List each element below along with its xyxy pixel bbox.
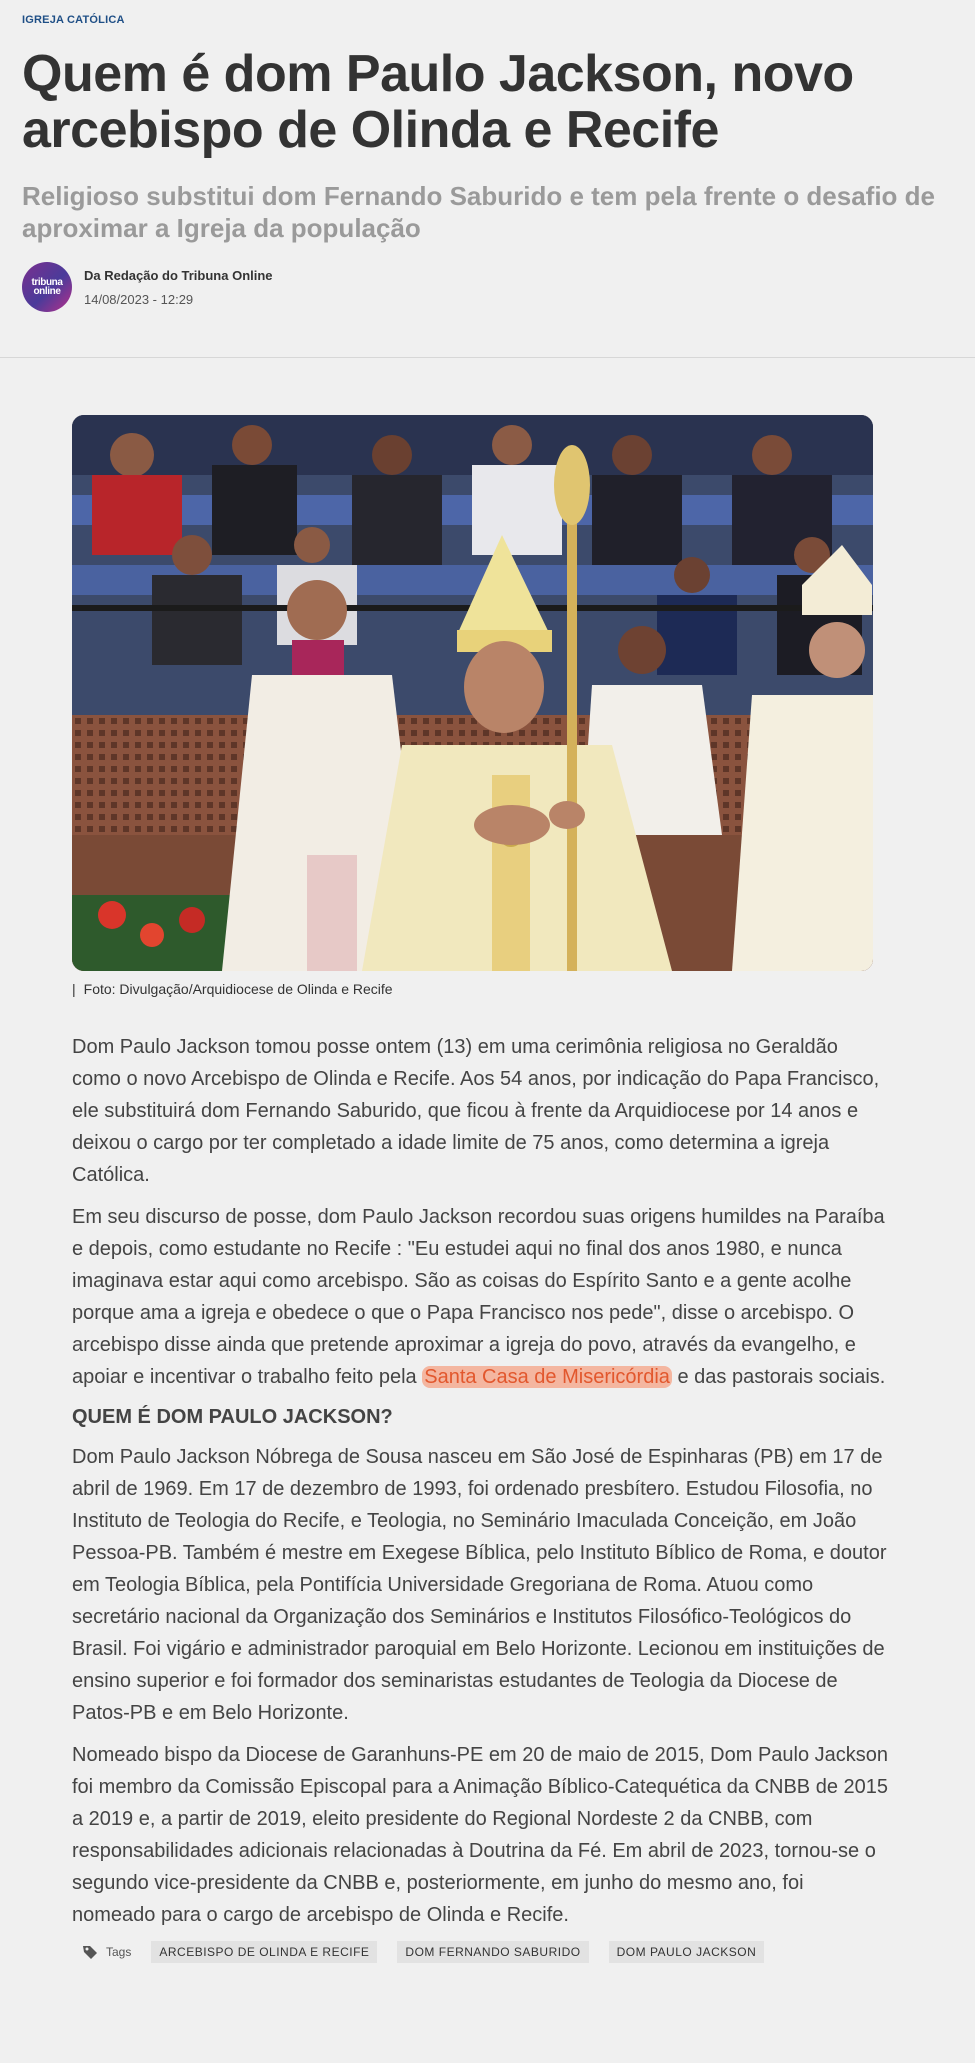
paragraph-3: Dom Paulo Jackson Nóbrega de Sousa nasceu em São José de Espinharas (PB) em 17 de abril de 1969. Em 17 de dezembro de 1993, foi ordenado presbítero. Estudou Filosofia, no Instituto de Teologia do Recife, e Teologia, no Seminário Imaculada Conceição, em João Pessoa-PB. Também é mestre em Exegese Bíblica, pelo Instituto Bíblico de Roma, e doutor em Teologia Bíblica, pela Pontifícia Universidade Gregoriana de Roma. Atuou como secretário nacional da Organização dos Seminários e Institutos Filosófico-Teológicos do Brasil. Foi vigário e administrador paroquial em Belo Horizonte. Lecionou em instituições de ensino superior e foi formador dos seminaristas estudantes de Teologia da Diocese de Patos-PB e em Belo Horizonte. <box>72 1446 887 1724</box>
category-link[interactable]: IGREJA CATÓLICA <box>22 14 125 26</box>
caption-text: Foto: Divulgação/Arquidiocese de Olinda e Recife <box>83 981 393 997</box>
paragraph-1: Dom Paulo Jackson tomou posse ontem (13) em uma cerimônia religiosa no Geraldão como o novo Arcebispo de Olinda e Recife. Aos 54 anos, por indicação do Papa Francisco, ele substituirá dom Fernando Saburido, que ficou à frente da Arquidiocese por 14 anos e deixou o cargo por ter completado a idade limite de 75 anos, como determina a igreja Católica. <box>72 1036 880 1186</box>
tags-label: Tags <box>106 1945 132 1959</box>
section-heading: QUEM É DOM PAULO JACKSON? <box>72 1406 393 1428</box>
author-name: Da Redação do Tribuna Online <box>84 267 273 283</box>
article-content <box>0 415 975 1963</box>
logo-text-top: tribuna <box>31 277 63 288</box>
paragraph-2 <box>72 1201 892 1393</box>
publish-date: 14/08/2023 - 12:29 <box>84 291 194 307</box>
ceremony-photo-illustration <box>72 415 873 971</box>
paragraph-2-text-before: Em seu discurso de posse, dom Paulo Jackson recordou suas origens humildes na Paraíba e depois, como estudante no Recife : "Eu estudei aqui no final dos anos 1980, e nunca imaginava estar aqui como arcebispo. São as coisas do Espírito Santo e a gente acolhe porque ama a igreja e obedece o que o Papa Francisco nos pede", disse o arcebispo. O arcebispo disse ainda que pretende aproximar a igreja do povo, através da evangelho, e apoiar e incentivar o trabalho feito pela <box>72 1206 885 1388</box>
santa-casa-link[interactable]: Santa Casa de Misericórdia <box>424 1366 670 1388</box>
logo-text-bottom: online <box>33 286 61 297</box>
tags-bar <box>72 1941 903 1963</box>
article-body <box>72 1031 892 1931</box>
article-photo <box>72 415 873 971</box>
byline <box>22 262 953 312</box>
article-header <box>0 0 975 358</box>
tag-icon <box>82 1944 98 1960</box>
paragraph-2-text-after: e das pastorais sociais. <box>671 1366 886 1388</box>
caption-bar: | <box>72 981 76 997</box>
page-subtitle: Religioso substitui dom Fernando Saburido e tem pela frente o desafio de aproximar a Igreja da população <box>22 181 936 243</box>
publisher-logo <box>22 262 72 312</box>
paragraph-4: Nomeado bispo da Diocese de Garanhuns-PE em 20 de maio de 2015, Dom Paulo Jackson foi membro da Comissão Episcopal para a Animação Bíblico-Catequética da CNBB de 2015 a 2019 e, a partir de 2019, eleito presidente do Regional Nordeste 2 da CNBB, com responsabilidades adicionais relacionadas à Doutrina da Fé. Em abril de 2023, tornou-se o segundo vice-presidente da CNBB e, posteriormente, em junho do mesmo ano, foi nomeado para o cargo de arcebispo de Olinda e Recife. <box>72 1744 889 1926</box>
tag-arcebispo-olinda-recife[interactable]: ARCEBISPO DE OLINDA E RECIFE <box>151 1941 377 1963</box>
tag-dom-paulo-jackson[interactable]: DOM PAULO JACKSON <box>609 1941 765 1963</box>
page-title: Quem é dom Paulo Jackson, novo arcebispo de Olinda e Recife <box>22 45 854 159</box>
photo-caption <box>72 981 903 997</box>
tag-dom-fernando-saburido[interactable]: DOM FERNANDO SABURIDO <box>397 1941 588 1963</box>
byline-text <box>84 268 273 307</box>
